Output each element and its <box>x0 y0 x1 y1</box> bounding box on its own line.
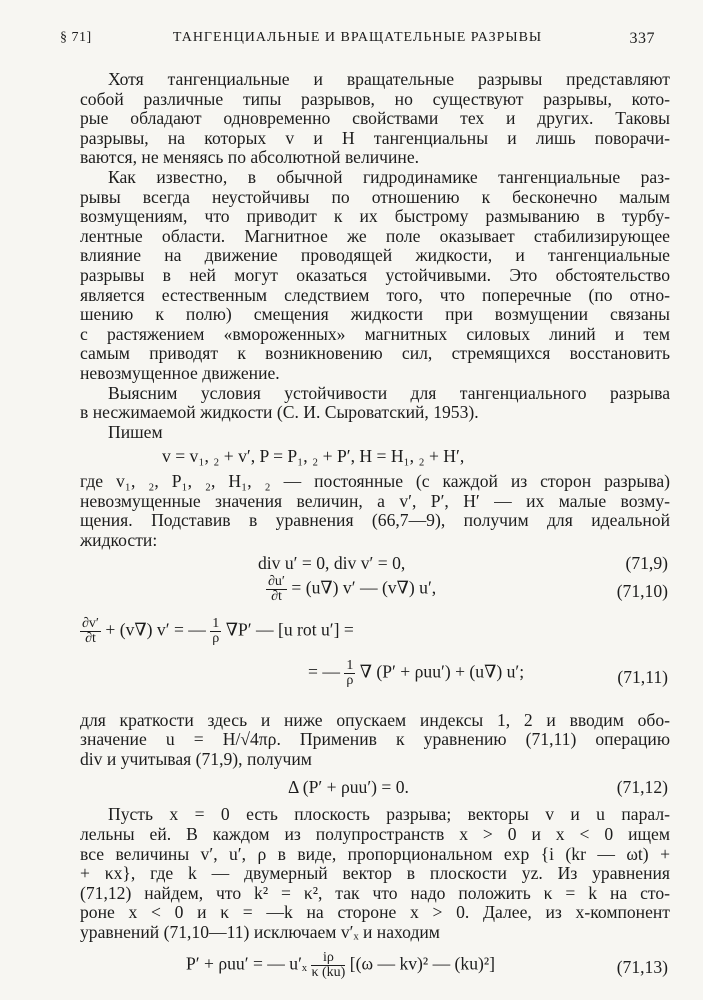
equation-number: (71,11) <box>617 666 668 687</box>
text-line: собой различные типы разрывов, но существуют разрывы, кото- <box>80 88 670 109</box>
fraction-denominator: ∂t <box>85 630 96 646</box>
header-section: § 71] <box>60 30 92 45</box>
text-line: Как известно, в обычной гидродинамике тангенциальные раз- <box>108 166 670 187</box>
equation-expression: v = v₁, ₂ + v′, P = P₁, ₂ + P′, H = H₁, ₂ + H′, <box>162 446 465 467</box>
text-line: разрывы в ней могут оказаться устойчивыми. Это обстоятельство <box>80 264 670 285</box>
text-line: невозмущенное движение. <box>80 362 280 383</box>
fraction-numerator: iρ <box>311 951 345 966</box>
fraction <box>344 659 355 688</box>
text-line: щения. Подставив в уравнения (66,7—9), получим для идеальной <box>80 510 670 531</box>
text-line: Пишем <box>108 421 163 442</box>
fraction-denominator: κ (ku) <box>311 964 346 980</box>
text-line: влияние на движение проводящей жидкости, и тангенциальные <box>80 245 670 266</box>
fraction-numerator: 1 <box>346 657 354 673</box>
equation-expression: Δ (P′ + ρuu′) = 0. <box>288 777 409 798</box>
equation-part: P′ + ρuu′ = — u′ₓ <box>186 953 308 974</box>
page-body <box>80 70 670 989</box>
equation-part: [(ω — kv)² — (ku)²] <box>349 953 496 974</box>
fraction-denominator: ρ <box>212 630 220 646</box>
text-line: разрывы, на которых v и H тангенциальны и лишь поворачи- <box>80 127 670 148</box>
text-line: является естественным следствием того, что поперечные (по отно- <box>80 284 670 305</box>
paragraph-6 <box>80 805 670 942</box>
text-line: Выясним условия устойчивости для тангенциального разрыва <box>108 382 670 403</box>
text-line: в несжимаемой жидкости (С. И. Сыроватский, 1953). <box>80 402 479 423</box>
text-line: шению к полю) смещения жидкости при возмущении связаны <box>80 304 670 325</box>
running-header <box>60 30 655 52</box>
paragraph-5 <box>80 711 670 770</box>
fraction <box>266 575 287 604</box>
text-line: + κx}, где k — двумерный вектор в плоскости yz. Из уравнения <box>80 863 670 884</box>
equation-main <box>80 442 670 472</box>
fraction-denominator: ∂t <box>271 588 282 604</box>
equation-part: ∇ (P′ + ρuu′) + (u∇) u′; <box>359 661 525 682</box>
equation-rhs: = (u∇) v′ — (v∇) u′, <box>291 577 437 598</box>
paragraph-1 <box>80 70 670 168</box>
paragraph-3 <box>80 384 670 443</box>
text-line: лентные области. Магнитное же поле оказывает стабилизирующее <box>80 225 670 246</box>
text-line: рывы всегда неустойчивы по отношению к бесконечно малым <box>80 186 670 207</box>
fraction <box>80 617 101 646</box>
text-line: с растяжением «вмороженных» магнитных силовых линий и тем <box>80 323 670 344</box>
text-line: лельны ей. В каждом из полупространств x > 0 и x < 0 ищем <box>80 824 670 845</box>
text-line: где v₁, ₂, P₁, ₂, H₁, ₂ — постоянные (с каждой из сторон разрыва) <box>80 471 670 492</box>
text-line: (71,12) найдем, что k² = κ², так что надо положить κ = k на сто- <box>80 882 670 903</box>
equation-71-11-line1 <box>80 613 670 655</box>
fraction <box>311 951 345 980</box>
equation-number: (71,10) <box>616 580 668 601</box>
text-line: все величины v′, u′, ρ в виде, пропорциональном exp {i (kr — ωt) + <box>80 843 670 864</box>
page-number: 337 <box>629 30 655 47</box>
text-line: рые обладают одновременно свойствами тех и других. Таковы <box>80 108 670 129</box>
text-line: жидкости: <box>80 530 158 551</box>
equation-expression: div u′ = 0, div v′ = 0, <box>258 552 406 573</box>
text-line: для краткости здесь и ниже опускаем индексы 1, 2 и вводим обо- <box>80 709 670 730</box>
fraction-numerator: 1 <box>212 615 220 631</box>
equation-71-12 <box>80 771 670 805</box>
fraction <box>210 617 221 646</box>
text-line: роне x < 0 и κ = —k на стороне x > 0. Далее, из x-компонент <box>80 902 670 923</box>
equation-number: (71,9) <box>625 552 668 573</box>
equation-71-13 <box>80 949 670 989</box>
equation-71-11-line2 <box>80 655 670 711</box>
text-line: невозмущенные значения величин, а v′, P′, H′ — их малые возму- <box>80 490 670 511</box>
text-line: Хотя тангенциальные и вращательные разрывы представляют <box>108 69 670 89</box>
text-line: ваются, не меняясь по абсолютной величине. <box>80 147 420 168</box>
fraction-denominator: ρ <box>346 672 354 688</box>
fraction-numerator: ∂v′ <box>82 615 99 631</box>
equation-71-9 <box>80 551 670 575</box>
header-title: ТАНГЕНЦИАЛЬНЫЕ И ВРАЩАТЕЛЬНЫЕ РАЗРЫВЫ <box>172 30 543 45</box>
text-line: возмущениям, что приводит к их быстрому размыванию в турбу- <box>80 206 670 227</box>
equation-part: + (v∇) v′ = — <box>105 619 206 640</box>
text-line: Пусть x = 0 есть плоскость разрыва; векторы v и u парал- <box>108 804 670 825</box>
equation-number: (71,12) <box>616 777 668 798</box>
equation-part: ∇P′ — [u rot u′] = <box>225 619 354 640</box>
text-line: самым приводят к возникновению сил, стремящихся восстановить <box>80 343 670 364</box>
text-line: div и учитывая (71,9), получим <box>80 748 312 769</box>
equation-part: = — <box>308 661 340 682</box>
paragraph-4 <box>80 472 670 550</box>
fraction-numerator: ∂u′ <box>268 573 285 589</box>
equation-71-10 <box>80 575 670 609</box>
text-line: значение u = H/√4πρ. Применив к уравнению (71,11) операцию <box>80 729 670 750</box>
equation-number: (71,13) <box>616 956 668 977</box>
paragraph-2 <box>80 168 670 384</box>
text-line: уравнений (71,10—11) исключаем v′ₓ и находим <box>80 922 440 942</box>
